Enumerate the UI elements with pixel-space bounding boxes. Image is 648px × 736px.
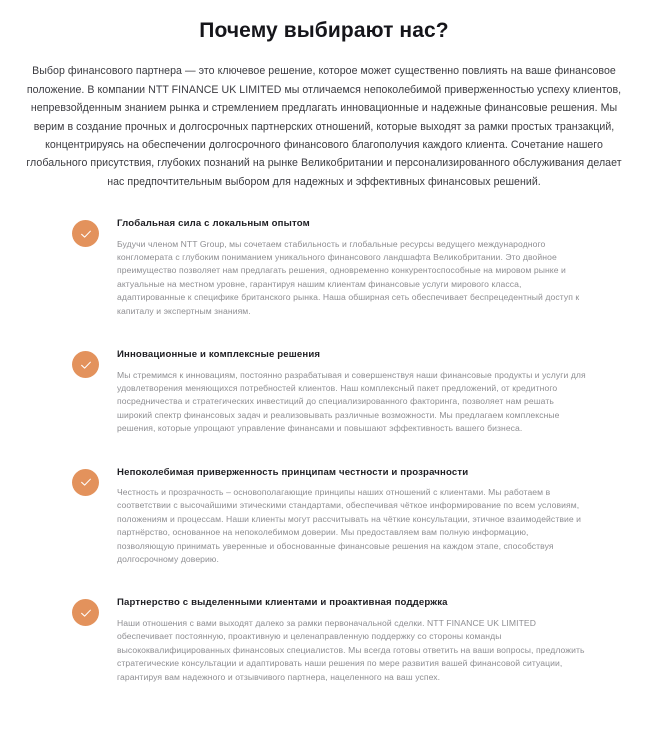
feature-text: Наши отношения с вами выходят далеко за рамки первоначальной сделки. NTT FINANCE UK LIMITED обеспечивает постоянную, проактивную и целенаправленную поддержку со стороны команды высококвалифицированных финансовых специалистов. Мы всегда готовы ответить на ваши вопросы, предложить стратегические консультации и адаптировать наши решения по мере развития вашей финансовой ситуации, гарантируя вам надежного и отзывчивого партнера, нацеленного на ваш успех. xyxy=(117,617,585,682)
feature-body xyxy=(117,466,588,567)
feature-text: Мы стремимся к инновациям, постоянно разрабатывая и совершенствуя наши финансовые продукты и услуги для удовлетворения меняющихся потребностей клиентов. Наш комплексный пакет предложений, от кредитного посредничества и стратегических инвестиций до специализированного факторинга, позволяет нам решать широкий спектр финансовых задач и реализовывать различные возможности. Мы предлагаем комплексные решения, которые упрощают управление финансами и повышают эффективность вашего бизнеса. xyxy=(117,369,586,434)
list-item xyxy=(0,348,648,436)
feature-text: Честность и прозрачность – основополагающие принципы наших отношений с клиентами. Мы работаем в соответствии с высочайшими этическими стандартами, обеспечивая чёткое информирование по всем условиям, положениям и процессам. Наши клиенты могут рассчитывать на чёткие консультации, этичное взаимодействие и партнёрство, основанное на непоколебимом доверии. Мы предоставляем вам полную информацию, позволяющую принимать уверенные и обоснованные финансовые решения на каждом этапе, способствуя долгосрочному доверию. xyxy=(117,487,582,565)
feature-body xyxy=(117,596,588,684)
check-circle-icon xyxy=(72,469,99,496)
feature-title: Глобальная сила с локальным опытом xyxy=(117,218,310,230)
page-title: Почему выбирают нас? xyxy=(199,19,449,42)
list-item xyxy=(0,596,648,684)
list-item xyxy=(0,217,648,318)
feature-body xyxy=(117,348,588,436)
intro-paragraph: Выбор финансового партнера — это ключевое решение, которое может существенно повлиять на ваше финансовое положение. В компании NTT FINANCE UK LIMITED мы отличаемся непоколебимой приверженностью успеху клиентов, непревзойденным знанием рынка и стремлением предлагать инновационные и надежные финансовые решения. Мы верим в создание прочных и долгосрочных партнерских отношений, которые выходят за рамки простых транзакций, концентрируясь на обеспечении долгосрочного финансового благополучия каждого клиента. Сочетание нашего глобального присутствия, глубоких познаний на рынке Великобритании и персонализированного обслуживания делает нас предпочтительным выбором для надежных и эффективных финансовых решений. xyxy=(26,65,622,188)
feature-title: Партнерство с выделенными клиентами и проактивная поддержка xyxy=(117,597,448,609)
feature-body xyxy=(117,217,588,318)
feature-title: Непоколебимая приверженность принципам честности и прозрачности xyxy=(117,466,469,478)
feature-list xyxy=(0,191,648,684)
list-item xyxy=(0,466,648,567)
check-circle-icon xyxy=(72,351,99,378)
feature-title: Инновационные и комплексные решения xyxy=(117,349,321,361)
check-circle-icon xyxy=(72,599,99,626)
feature-text: Будучи членом NTT Group, мы сочетаем стабильность и глобальные ресурсы ведущего международного конгломерата с глубоким пониманием уникального финансового ландшафта Великобритании. Это двойное преимущество позволяет нам предлагать решения, одновременно конкурентоспособные на мировом рынке и актуальные на местном уровне, гарантируя нашим клиентам финансовые услуги мирового класса, адаптированные к специфике британского рынка. Наша обширная сеть обеспечивает беспрецедентный доступ к капиталу и экспертным знаниям. xyxy=(117,238,580,316)
check-circle-icon xyxy=(72,220,99,247)
